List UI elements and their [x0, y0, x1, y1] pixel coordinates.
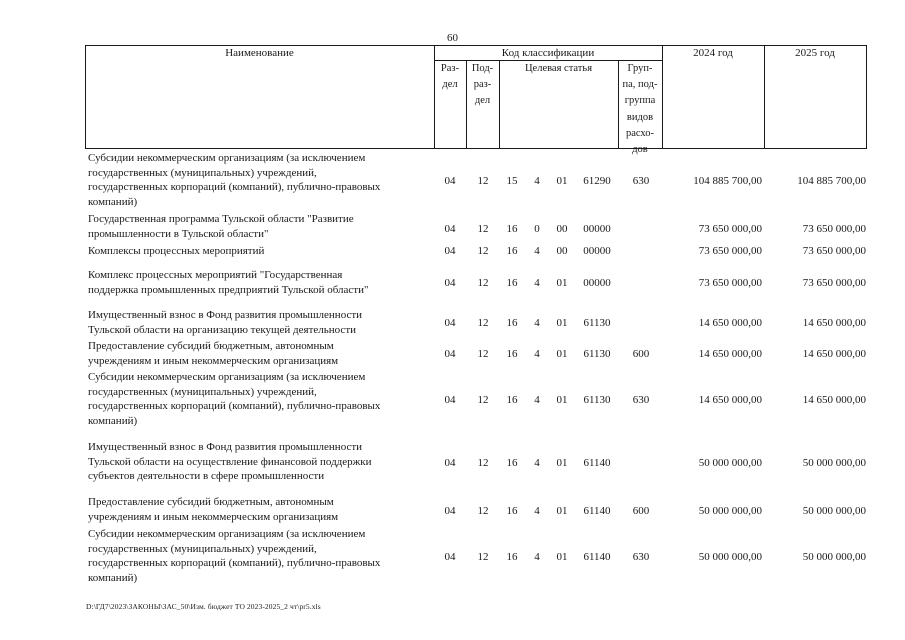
row-name: Имущественный взнос в Фонд развития промышленности Тульской области на осуществление финансовой поддержки субъектов деятельности в сфере промышленности — [88, 441, 372, 482]
cell-podrazdel: 12 — [477, 457, 489, 469]
cell-target-type: 4 — [534, 277, 540, 289]
cell-amount-2025: 73 650 000,00 — [802, 223, 866, 235]
row-name: Государственная программа Тульской области "Развитие промышленности в Тульской области" — [88, 213, 354, 240]
cell-amount-2024: 50 000 000,00 — [698, 457, 762, 469]
row-name: Имущественный взнос в Фонд развития промышленности Тульской области на организацию текущей деятельности — [88, 309, 363, 336]
cell-target-subprogram: 00 — [556, 245, 568, 257]
cell-podrazdel: 12 — [477, 175, 489, 187]
cell-podrazdel: 12 — [477, 223, 489, 235]
cell-target-program: 16 — [506, 505, 518, 517]
cell-razdel: 04 — [444, 175, 456, 187]
cell-target-direction: 61140 — [583, 551, 611, 563]
cell-razdel: 04 — [444, 223, 456, 235]
header-code: Код классификации — [501, 47, 595, 59]
cell-target-program: 15 — [506, 175, 518, 187]
cell-target-subprogram: 01 — [556, 505, 568, 517]
cell-amount-2025: 14 650 000,00 — [802, 348, 866, 360]
cell-razdel: 04 — [444, 551, 456, 563]
cell-podrazdel: 12 — [477, 348, 489, 360]
cell-amount-2024: 73 650 000,00 — [698, 277, 762, 289]
cell-amount-2025: 73 650 000,00 — [802, 277, 866, 289]
cell-group: 600 — [632, 348, 650, 360]
row-name: Предоставление субсидий бюджетным, автономным учреждениям и иным некоммерческим организациям — [88, 340, 339, 367]
cell-group: 600 — [632, 505, 650, 517]
cell-target-subprogram: 01 — [556, 348, 568, 360]
row-name: Субсидии некоммерческим организациям (за исключением государственных (муниципальных) учреждений, государственных корпораций (компаний), публично-правовых компаний) — [88, 371, 381, 427]
cell-razdel: 04 — [444, 277, 456, 289]
header-divider-year — [764, 45, 765, 149]
row-name: Субсидии некоммерческим организациям (за исключением государственных (муниципальных) учреждений, государственных корпораций (компаний), публично-правовых компаний) — [88, 528, 381, 584]
cell-target-direction: 61130 — [583, 394, 611, 406]
cell-target-program: 16 — [506, 317, 518, 329]
cell-group: 630 — [632, 175, 650, 187]
cell-amount-2025: 50 000 000,00 — [802, 457, 866, 469]
cell-target-type: 4 — [534, 317, 540, 329]
cell-razdel: 04 — [444, 348, 456, 360]
cell-target-subprogram: 01 — [556, 457, 568, 469]
cell-amount-2024: 73 650 000,00 — [698, 245, 762, 257]
cell-target-direction: 00000 — [583, 277, 611, 289]
cell-razdel: 04 — [444, 245, 456, 257]
cell-amount-2025: 73 650 000,00 — [802, 245, 866, 257]
cell-amount-2024: 50 000 000,00 — [698, 505, 762, 517]
cell-amount-2025: 14 650 000,00 — [802, 394, 866, 406]
cell-amount-2024: 104 885 700,00 — [693, 175, 762, 187]
header-group: Груп- па, под- группа видов расхо- дов — [622, 63, 658, 156]
header-year-2024: 2024 год — [693, 47, 733, 59]
cell-target-type: 4 — [534, 348, 540, 360]
cell-podrazdel: 12 — [477, 277, 489, 289]
cell-target-subprogram: 01 — [556, 317, 568, 329]
cell-target-type: 0 — [534, 223, 540, 235]
cell-podrazdel: 12 — [477, 245, 489, 257]
cell-podrazdel: 12 — [477, 505, 489, 517]
header-podrazdel: Под- раз- дел — [471, 63, 494, 107]
cell-target-type: 4 — [534, 245, 540, 257]
header-divider-group — [662, 45, 663, 149]
cell-target-subprogram: 01 — [556, 551, 568, 563]
cell-podrazdel: 12 — [477, 551, 489, 563]
header-left-border — [85, 45, 86, 149]
page-number: 60 — [447, 32, 458, 44]
cell-target-direction: 00000 — [583, 245, 611, 257]
cell-amount-2024: 14 650 000,00 — [698, 348, 762, 360]
cell-target-direction: 61290 — [583, 175, 611, 187]
cell-razdel: 04 — [444, 457, 456, 469]
cell-amount-2025: 50 000 000,00 — [802, 551, 866, 563]
cell-target-program: 16 — [506, 245, 518, 257]
cell-target-subprogram: 01 — [556, 394, 568, 406]
cell-target-subprogram: 01 — [556, 277, 568, 289]
cell-razdel: 04 — [444, 505, 456, 517]
cell-target-direction: 61140 — [583, 457, 611, 469]
cell-razdel: 04 — [444, 317, 456, 329]
cell-group: 630 — [632, 394, 650, 406]
row-name: Предоставление субсидий бюджетным, автономным учреждениям и иным некоммерческим организациям — [88, 496, 339, 523]
cell-target-type: 4 — [534, 551, 540, 563]
row-name: Комплексы процессных мероприятий — [88, 245, 265, 257]
cell-target-subprogram: 01 — [556, 175, 568, 187]
header-year-2025: 2025 год — [795, 47, 835, 59]
cell-amount-2024: 73 650 000,00 — [698, 223, 762, 235]
cell-target-program: 16 — [506, 394, 518, 406]
header-right-border — [866, 45, 867, 149]
cell-target-subprogram: 00 — [556, 223, 568, 235]
header-razdel: Раз- дел — [440, 63, 460, 91]
row-name: Субсидии некоммерческим организациям (за исключением государственных (муниципальных) учреждений, государственных корпораций (компаний), публично-правовых компаний) — [88, 152, 381, 208]
cell-amount-2024: 14 650 000,00 — [698, 394, 762, 406]
cell-group: 630 — [632, 551, 650, 563]
cell-amount-2024: 50 000 000,00 — [698, 551, 762, 563]
cell-target-direction: 00000 — [583, 223, 611, 235]
cell-podrazdel: 12 — [477, 394, 489, 406]
cell-target-direction: 61140 — [583, 505, 611, 517]
header-name: Наименование — [225, 47, 294, 59]
cell-amount-2025: 50 000 000,00 — [802, 505, 866, 517]
header-bottom-border — [85, 148, 866, 149]
cell-razdel: 04 — [444, 394, 456, 406]
cell-target-type: 4 — [534, 457, 540, 469]
cell-target-program: 16 — [506, 277, 518, 289]
cell-podrazdel: 12 — [477, 317, 489, 329]
cell-target-direction: 61130 — [583, 317, 611, 329]
cell-target-type: 4 — [534, 394, 540, 406]
header-top-border — [85, 45, 866, 46]
cell-target-program: 16 — [506, 457, 518, 469]
cell-target-program: 16 — [506, 348, 518, 360]
cell-target-type: 4 — [534, 505, 540, 517]
file-path-footer: D:\ГД7\2023\ЗАКОНЫ\ЗАС_50\Изм. бюджет ТО 2023-2025_2 чт\pr5.xls — [86, 602, 321, 611]
cell-target-program: 16 — [506, 223, 518, 235]
row-name: Комплекс процессных мероприятий "Государственная поддержка промышленных предприятий Тульской области" — [88, 269, 369, 296]
cell-target-type: 4 — [534, 175, 540, 187]
cell-target-direction: 61130 — [583, 348, 611, 360]
cell-target-program: 16 — [506, 551, 518, 563]
header-target-article: Целевая статья — [524, 63, 593, 74]
cell-amount-2024: 14 650 000,00 — [698, 317, 762, 329]
cell-amount-2025: 14 650 000,00 — [802, 317, 866, 329]
cell-amount-2025: 104 885 700,00 — [797, 175, 866, 187]
